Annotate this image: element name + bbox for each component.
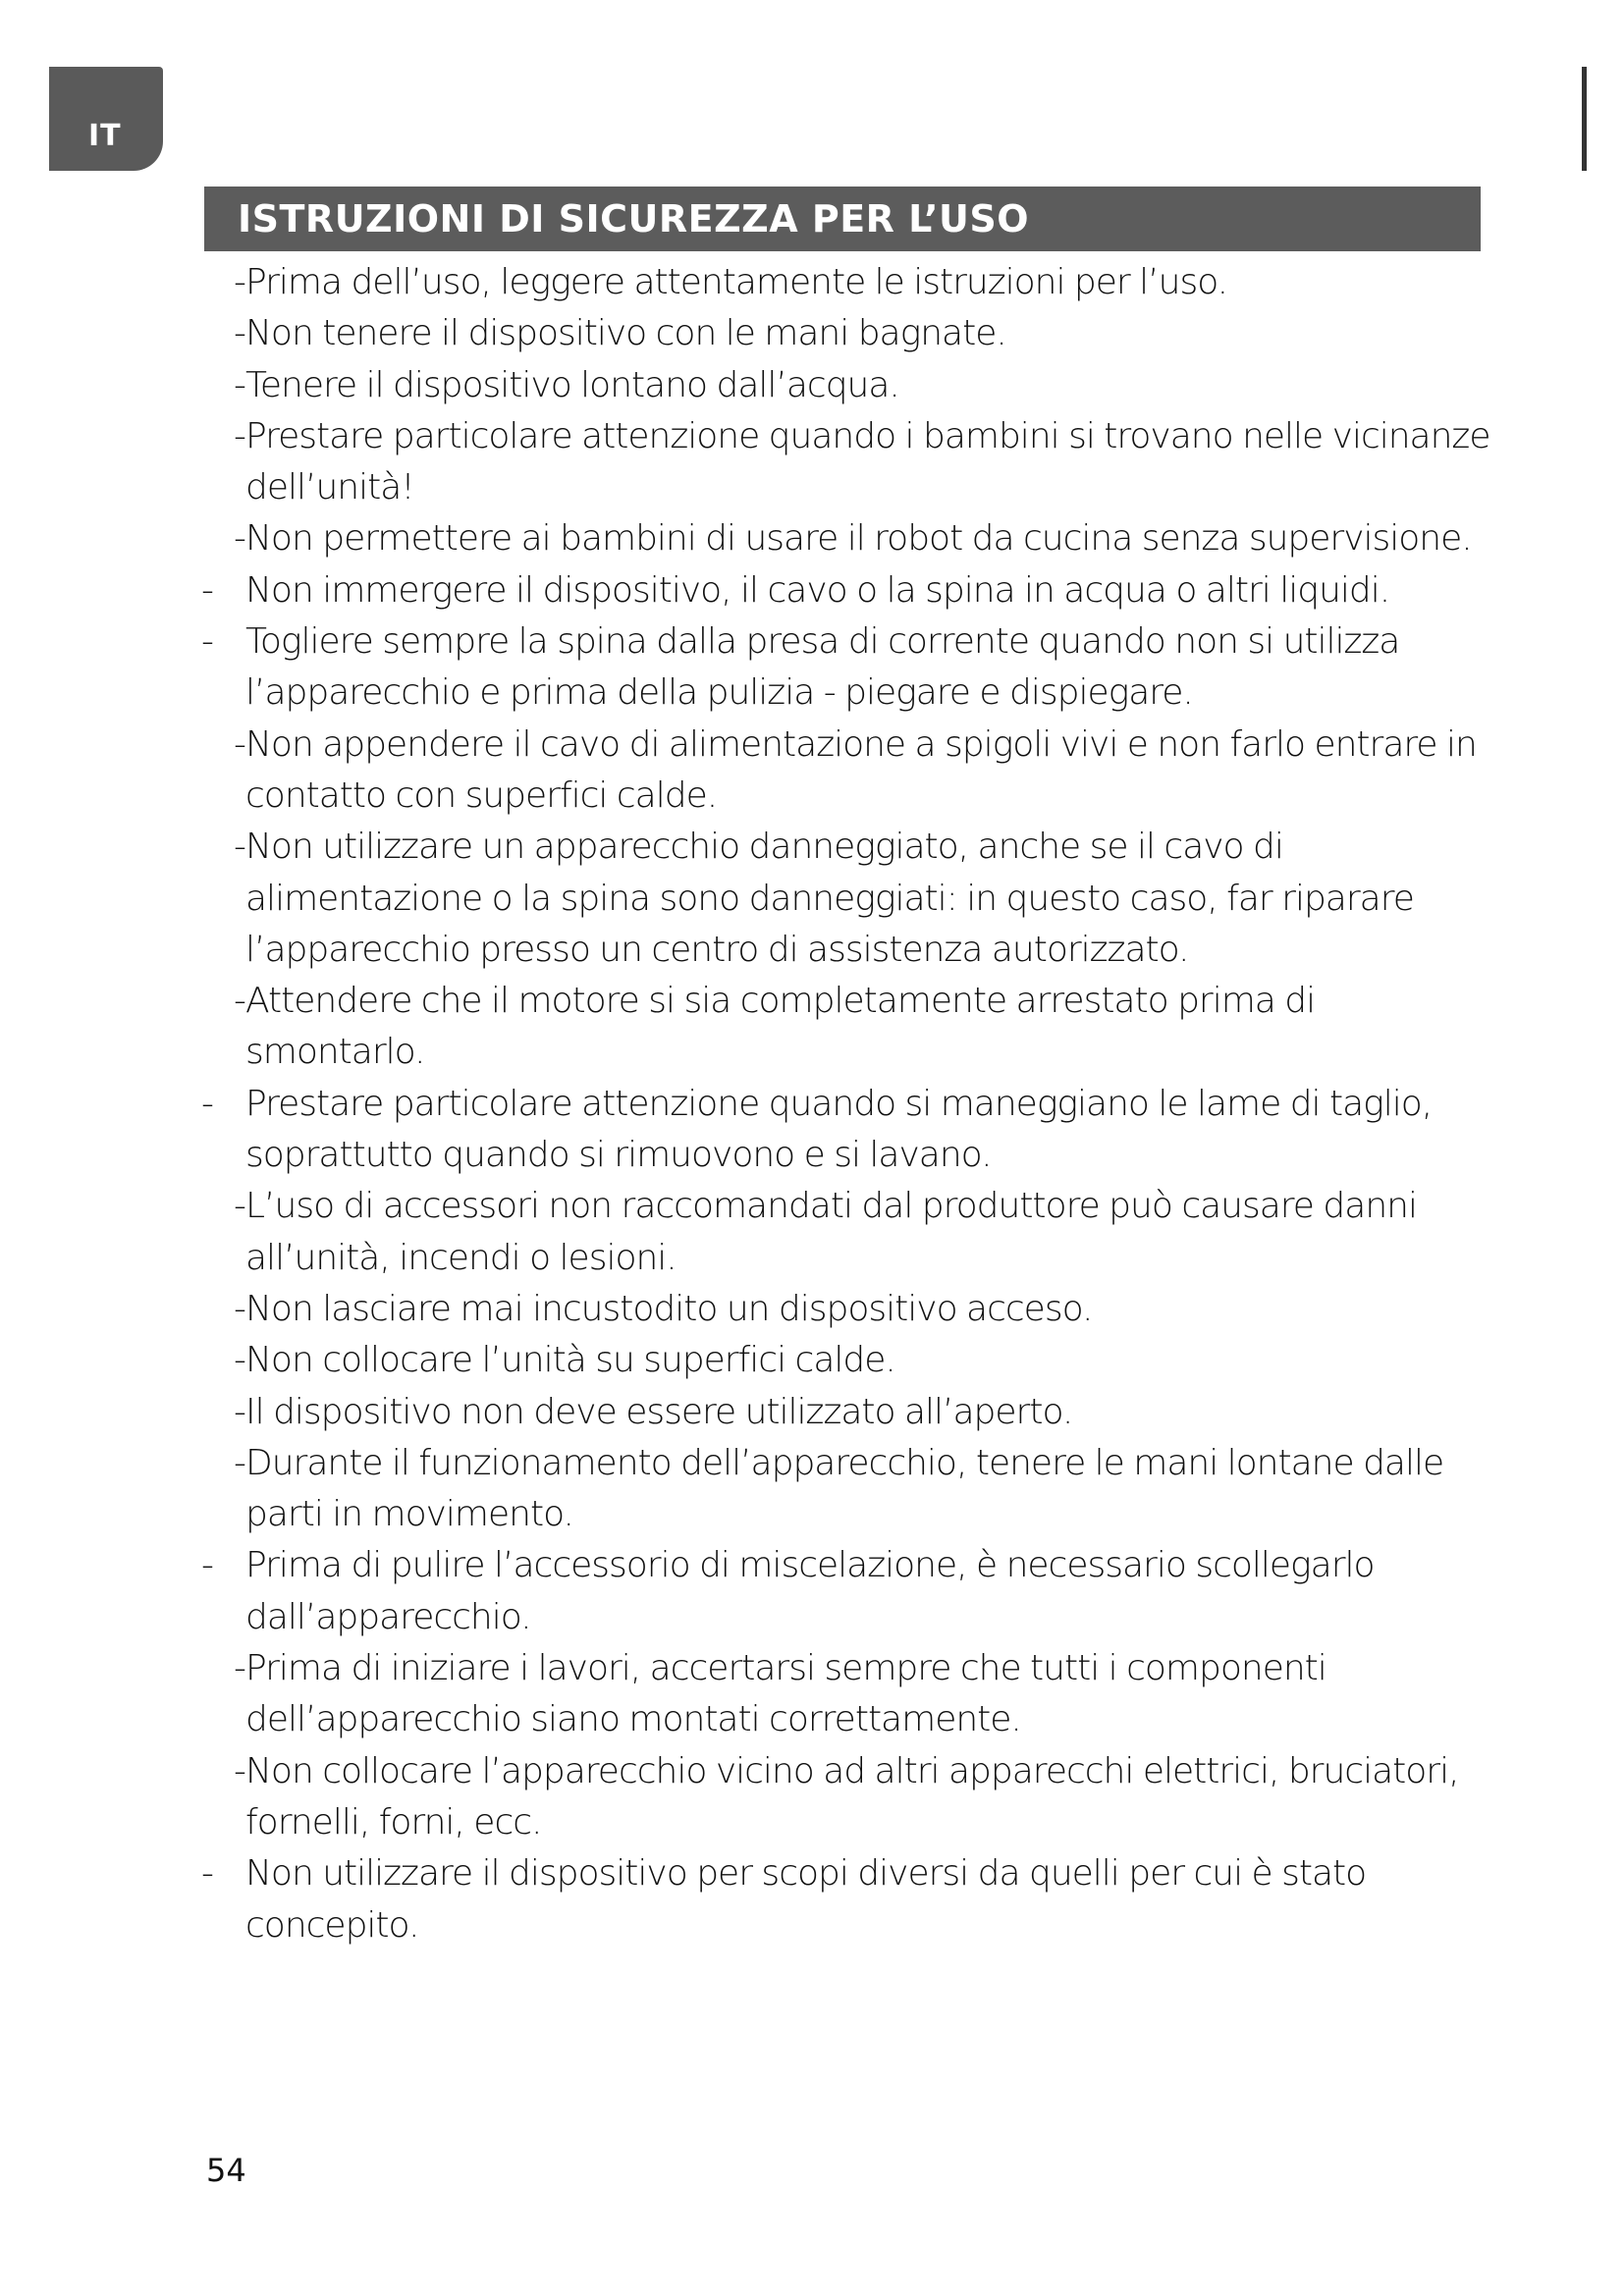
list-item-text: Non lasciare mai incustodito un dispositivo acceso. bbox=[245, 1288, 1093, 1329]
list-item bbox=[201, 976, 1527, 1079]
list-item-text: Togliere sempre la spina dalla presa di corrente quando non si utilizza l’apparecchio e prima della pulizia - piegare e dispiegare. bbox=[245, 621, 1400, 714]
list-item bbox=[201, 513, 1527, 564]
list-bullet: - bbox=[234, 313, 245, 354]
list-item-text: Non appendere il cavo di alimentazione a spigoli vivi e non farlo entrare in contatto con superfici calde. bbox=[245, 723, 1477, 816]
list-item bbox=[201, 1335, 1527, 1386]
list-bullet: - bbox=[234, 1288, 245, 1329]
list-bullet: - bbox=[234, 364, 245, 405]
language-tab-label: IT bbox=[88, 119, 122, 153]
list-bullet: - bbox=[234, 1391, 245, 1432]
list-item bbox=[201, 1643, 1527, 1746]
list-item bbox=[201, 822, 1527, 976]
safety-instructions-list bbox=[201, 257, 1527, 1951]
list-item-text: Prestare particolare attenzione quando si maneggiano le lame di taglio, soprattutto quando si rimuovono e si lavano. bbox=[245, 1083, 1433, 1176]
list-bullet: - bbox=[234, 1750, 245, 1791]
section-header bbox=[204, 187, 1481, 251]
list-item-text: Non collocare l’unità su superfici calde. bbox=[245, 1340, 895, 1381]
list-bullet: - bbox=[201, 1083, 213, 1124]
list-item-text: Durante il funzionamento dell’apparecchio, tenere le mani lontane dalle parti in movimento. bbox=[245, 1442, 1444, 1535]
list-item bbox=[201, 720, 1527, 823]
list-item bbox=[201, 1387, 1527, 1438]
list-bullet: - bbox=[234, 415, 245, 456]
list-item bbox=[201, 308, 1527, 359]
list-item bbox=[201, 1181, 1527, 1284]
list-item-text: Prima di iniziare i lavori, accertarsi sempre che tutti i componenti dell’apparecchio siano montati correttamente. bbox=[245, 1648, 1326, 1740]
list-item-text: Tenere il dispositivo lontano dall’acqua. bbox=[245, 364, 899, 405]
page-edge-marker bbox=[1582, 67, 1587, 171]
list-bullet: - bbox=[234, 723, 245, 765]
list-bullet: - bbox=[201, 1853, 213, 1895]
list-item-text: Prima di pulire l’accessorio di miscelazione, è necessario scollegarlo dall’apparecchio. bbox=[245, 1545, 1375, 1637]
list-item-text: Non utilizzare un apparecchio danneggiato, anche se il cavo di alimentazione o la spina sono danneggiati: in questo caso, far riparare l’apparecchio presso un centro di assistenza autorizzato. bbox=[245, 827, 1414, 970]
list-item bbox=[201, 565, 1527, 616]
list-bullet: - bbox=[234, 518, 245, 560]
list-item bbox=[201, 1540, 1527, 1643]
list-bullet: - bbox=[234, 262, 245, 302]
list-item bbox=[201, 616, 1527, 720]
page-number: 54 bbox=[206, 2152, 246, 2189]
list-item-text: Non tenere il dispositivo con le mani bagnate. bbox=[245, 313, 1006, 354]
list-item-text: Non permettere ai bambini di usare il robot da cucina senza supervisione. bbox=[245, 518, 1472, 560]
list-bullet: - bbox=[201, 621, 213, 663]
list-bullet: - bbox=[234, 1186, 245, 1227]
section-title: ISTRUZIONI DI SICUREZZA PER L’USO bbox=[238, 197, 1030, 240]
list-item bbox=[201, 360, 1527, 411]
list-item bbox=[201, 1079, 1527, 1182]
list-item-text: Non collocare l’apparecchio vicino ad altri apparecchi elettrici, bruciatori, fornelli, forni, ecc. bbox=[245, 1750, 1459, 1842]
list-item bbox=[201, 1438, 1527, 1541]
list-item-text: Non utilizzare il dispositivo per scopi diversi da quelli per cui è stato concepito. bbox=[245, 1853, 1367, 1946]
list-bullet: - bbox=[234, 981, 245, 1022]
list-item-text: Prestare particolare attenzione quando i bambini si trovano nelle vicinanze dell’unità! bbox=[245, 415, 1490, 508]
list-item bbox=[201, 411, 1527, 514]
list-item-text: L’uso di accessori non raccomandati dal produttore può causare danni all’unità, incendi o lesioni. bbox=[245, 1186, 1417, 1278]
list-item bbox=[201, 1848, 1527, 1951]
list-item bbox=[201, 1284, 1527, 1335]
list-item bbox=[201, 1746, 1527, 1849]
list-item-text: Prima dell’uso, leggere attentamente le istruzioni per l’uso. bbox=[245, 262, 1228, 302]
list-item-text: Attendere che il motore si sia completamente arrestato prima di smontarlo. bbox=[245, 981, 1316, 1073]
list-bullet: - bbox=[234, 1648, 245, 1689]
language-tab bbox=[49, 67, 163, 171]
list-bullet: - bbox=[234, 1442, 245, 1483]
list-bullet: - bbox=[234, 827, 245, 868]
list-bullet: - bbox=[201, 569, 213, 611]
list-bullet: - bbox=[234, 1340, 245, 1381]
list-item bbox=[201, 257, 1527, 308]
list-item-text: Non immergere il dispositivo, il cavo o la spina in acqua o altri liquidi. bbox=[245, 569, 1390, 611]
list-item-text: Il dispositivo non deve essere utilizzato all’aperto. bbox=[245, 1391, 1073, 1432]
list-bullet: - bbox=[201, 1545, 213, 1586]
